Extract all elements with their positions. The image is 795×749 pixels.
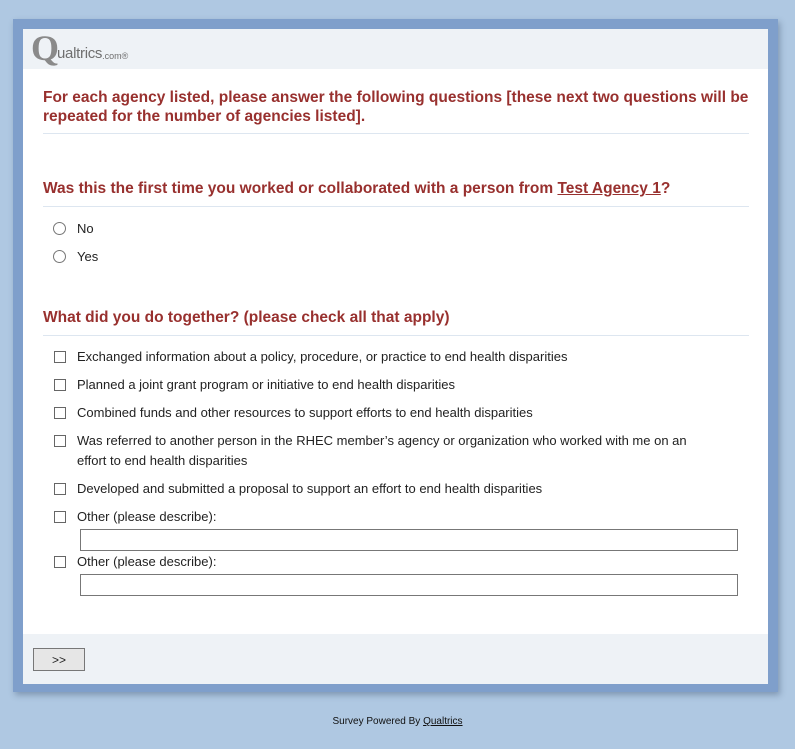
checkbox-developed[interactable] xyxy=(54,483,66,495)
radio-label-no[interactable]: No xyxy=(77,221,94,236)
radio-no[interactable] xyxy=(53,222,66,235)
qualtrics-logo xyxy=(31,29,129,68)
intro-text: For each agency listed, please answer the following questions [these next two questions will be repeated for the number of agencies listed]. xyxy=(43,89,749,125)
checkbox-referred[interactable] xyxy=(54,435,66,447)
survey-frame xyxy=(13,19,778,692)
survey-panel xyxy=(23,29,768,684)
logo-word: ualtrics xyxy=(57,45,103,62)
question-1-prefix: Was this the first time you worked or collaborated with a person from xyxy=(43,180,558,197)
separator xyxy=(43,206,749,207)
logo-mark: ® xyxy=(121,51,129,61)
question-1-title xyxy=(43,179,749,198)
other-text-input-2[interactable] xyxy=(80,574,738,596)
checkbox-label[interactable]: Combined funds and other resources to support efforts to end health disparities xyxy=(77,405,533,420)
checkbox-other-1[interactable] xyxy=(54,511,66,523)
navigation-bar xyxy=(23,634,768,684)
separator xyxy=(43,133,749,134)
next-button[interactable]: >> xyxy=(33,648,85,671)
header-bar xyxy=(23,29,768,69)
logo-suffix: .com xyxy=(102,51,122,61)
checkbox-label[interactable]: Planned a joint grant program or initiative to end health disparities xyxy=(77,377,455,392)
other-text-input-1[interactable] xyxy=(80,529,738,551)
radio-label-yes[interactable]: Yes xyxy=(77,249,99,264)
checkbox-label[interactable]: Was referred to another person in the RHEC member’s agency or organization who worked with me on an effort to end health disparities xyxy=(77,433,687,468)
checkbox-label[interactable]: Other (please describe): xyxy=(77,509,217,524)
powered-by-text: Survey Powered By xyxy=(332,716,424,727)
checkbox-combined[interactable] xyxy=(54,407,66,419)
agency-name: Test Agency 1 xyxy=(557,180,661,197)
qualtrics-link[interactable]: Qualtrics xyxy=(423,716,463,727)
radio-yes[interactable] xyxy=(53,250,66,263)
checkbox-other-2[interactable] xyxy=(54,556,66,568)
question-1-suffix: ? xyxy=(660,180,671,197)
logo-letter: Q xyxy=(31,29,60,68)
question-2-title: What did you do together? (please check all that apply) xyxy=(43,309,450,326)
separator xyxy=(43,335,749,336)
checkbox-label[interactable]: Developed and submitted a proposal to support an effort to end health disparities xyxy=(77,481,543,496)
powered-by xyxy=(0,716,795,727)
checkbox-planned[interactable] xyxy=(54,379,66,391)
checkbox-exchanged[interactable] xyxy=(54,351,66,363)
checkbox-label[interactable]: Other (please describe): xyxy=(77,554,217,569)
checkbox-label[interactable]: Exchanged information about a policy, procedure, or practice to end health disparities xyxy=(77,349,568,364)
